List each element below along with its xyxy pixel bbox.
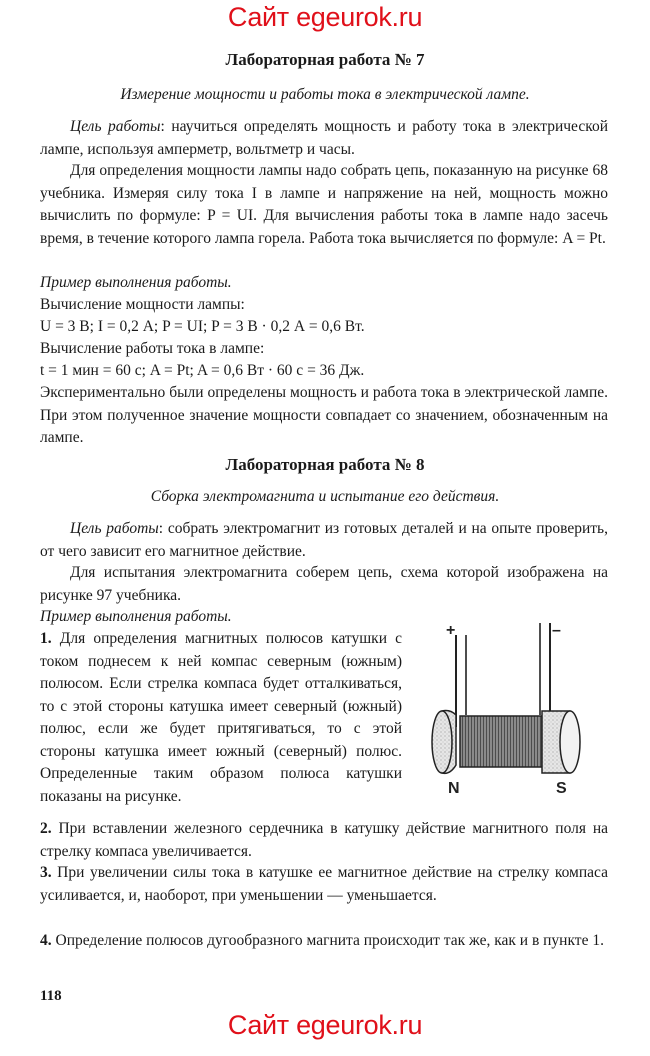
item-3-number: 3.	[40, 864, 52, 881]
item-3-text: При увеличении силы тока в катушке ее магнитное действие на стрелку компаса усиливается, и, наоборот, при уменьшении — уменьшается.	[40, 864, 608, 904]
lab7-work-formula: t = 1 мин = 60 с; A = Pt; A = 0,6 Вт · 60 с = 36 Дж.	[40, 362, 365, 379]
lab8-title: Лабораторная работа № 8	[225, 455, 425, 474]
lab7-power-heading: Вычисление мощности лампы:	[40, 296, 245, 313]
item-1-number: 1.	[40, 630, 52, 647]
lab7-subtitle: Измерение мощности и работы тока в электрической лампе.	[120, 86, 530, 103]
lab7-work-heading: Вычисление работы тока в лампе:	[40, 340, 265, 357]
label-plus: +	[446, 622, 456, 639]
lab7-conclusion: Экспериментально были определены мощность и работа тока в электрической лампе. При этом полученное значение мощности совпадает со значением, обозначенным на лампе.	[40, 384, 608, 446]
coil-right-face	[560, 711, 580, 773]
lab8-subtitle: Сборка электромагнита и испытание его действия.	[150, 488, 500, 505]
item-1-text: Для определения магнитных полюсов катушки с током поднесем к ней компас северным (южным) полюсом. Если стрелка компаса будет отталкиваться, то с этой стороны катушка имеет северный (южный) полюс, если же будет притягиваться, то с этой стороны катушка имеет южный (северный) полюс. Определенные таким образом полюса катушки показаны на рисунке.	[40, 630, 403, 805]
electromagnet-figure	[420, 615, 620, 800]
lab8-paragraph: Для испытания электромагнита соберем цепь, схема которой изображена на рисунке 97 учебника.	[40, 564, 608, 604]
lab8-item-2	[40, 818, 608, 863]
label-south: S	[556, 780, 567, 797]
lab7-example-label: Пример выполнения работы.	[40, 274, 232, 291]
lab8-item-3	[40, 862, 608, 907]
lab8-item-4	[40, 930, 608, 953]
lab8-goal-label: Цель работы	[70, 520, 159, 537]
watermark-bottom[interactable]: Сайт egeurok.ru	[227, 1010, 423, 1040]
lab7-goal-text: : научиться определять мощность и работу тока в электрической лампе, используя амперметр, вольтметр и часы.	[40, 118, 608, 158]
coil-left-face	[432, 711, 452, 773]
lab8-goal	[40, 518, 608, 563]
lab8-item-1	[40, 628, 402, 808]
watermark-top[interactable]: Сайт egeurok.ru	[227, 2, 423, 32]
item-2-number: 2.	[40, 820, 52, 837]
item-4-text: Определение полюсов дугообразного магнита происходит так же, как и в пункте 1.	[55, 932, 604, 949]
lab7-power-formula: U = 3 В; I = 0,2 А; P = UI; P = 3 В · 0,2 А = 0,6 Вт.	[40, 318, 365, 335]
item-2-text: При вставлении железного сердечника в катушку действие магнитного поля на стрелку компаса увеличивается.	[40, 820, 608, 860]
label-minus: –	[552, 622, 561, 639]
lab7-title: Лабораторная работа № 7	[225, 50, 425, 69]
coil-winding	[460, 716, 542, 767]
item-4-number: 4.	[40, 932, 52, 949]
lab7-goal-label: Цель работы	[70, 118, 161, 135]
lab8-goal-text: : собрать электромагнит из готовых деталей и на опыте проверить, от чего зависит его магнитное действие.	[40, 520, 608, 560]
lab7-paragraph: Для определения мощности лампы надо собрать цепь, показанную на рисунке 68 учебника. Измеряя силу тока I в лампе и напряжение на ней, мощность можно вычислить по формуле: P = UI. Для вычисления работы тока в лампе надо засечь время, в течение которого лампа горела. Работа тока вычисляется по формуле: A = Pt.	[40, 162, 608, 247]
lab8-example-label: Пример выполнения работы.	[40, 608, 232, 625]
lab7-goal	[40, 116, 608, 161]
label-north: N	[448, 780, 460, 797]
page-number: 118	[40, 988, 62, 1004]
